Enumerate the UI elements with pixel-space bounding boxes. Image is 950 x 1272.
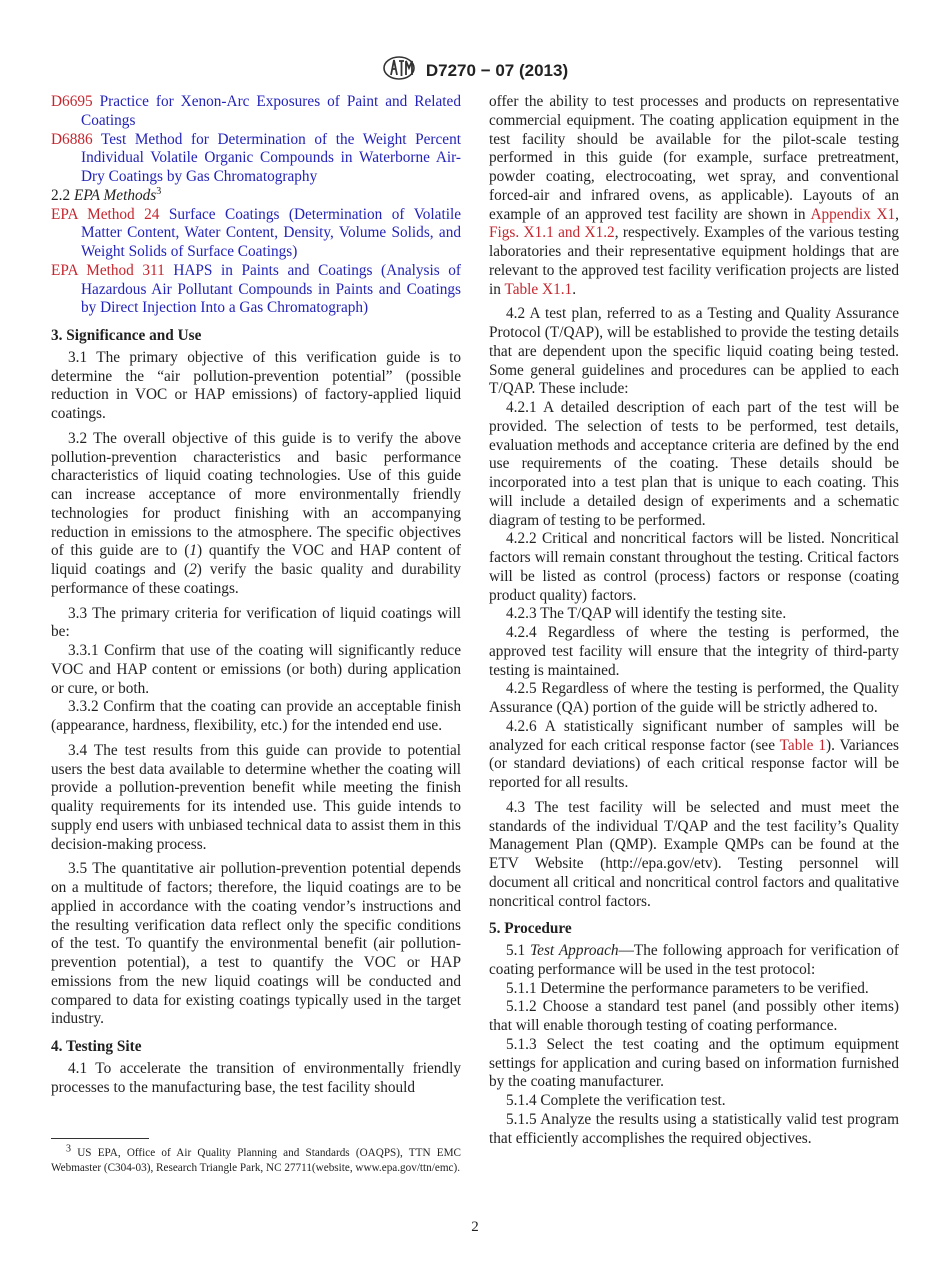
text-run: Test Approach <box>530 942 619 959</box>
reference-link[interactable]: Appendix X1 <box>810 205 896 223</box>
reference-title-link[interactable]: Practice for Xenon-Arc Exposures of Paint and Related Coatings <box>81 93 461 129</box>
right-column <box>489 93 899 1148</box>
text-run: 2.2 <box>51 186 74 204</box>
text-run: 4.3 The test facility will be selected and must meet the standards of the individual T/QAP and the test facility’s Quality Management Plan (QMP). Example QMPs can be found at the ETV Website (http://epa.gov/etv). Testing personnel will document all critical and noncritical control factors and qualitative noncritical control factors. <box>489 798 899 910</box>
text-run: 5. Procedure <box>489 920 572 938</box>
text-run: ) verify the basic quality and durability performance of these coatings. <box>51 561 462 597</box>
paragraph <box>489 530 899 605</box>
reference-link[interactable]: Table 1 <box>779 736 826 754</box>
footnote <box>51 1143 461 1175</box>
reference-link[interactable]: Table X1.1 <box>504 280 573 298</box>
reference-entry <box>51 93 461 131</box>
text-run: 5.1.1 Determine the performance parameters to be verified. <box>506 979 869 997</box>
paragraph <box>489 799 899 912</box>
left-column <box>51 93 461 1097</box>
text-run: 1 <box>189 542 197 560</box>
paragraph <box>489 718 899 793</box>
paragraph <box>489 305 899 399</box>
paragraph <box>489 942 899 980</box>
page-number: 2 <box>471 1219 479 1235</box>
paragraph <box>489 1092 899 1111</box>
reference-title-link[interactable]: HAPS in Paints and Coatings (Analysis of Hazardous Air Pollutant Compounds in Paints and Coatings by Direct Injection Into a Gas Chromatograph) <box>81 261 462 317</box>
text-run: 5.1.2 Choose a standard test panel (and possibly other items) that will enable thorough testing of coating performance. <box>489 998 899 1034</box>
text-run: 4.2.5 Regardless of where the testing is performed, the Quality Assurance (QA) portion of the guide will be strictly adhered to. <box>489 680 899 716</box>
text-run: , <box>895 205 899 223</box>
text-run: 4.2 A test plan, referred to as a Testing and Quality Assurance Protocol (T/QAP), will be established to provide the testing details that are dependent upon the specific liquid coating being tested. Some general guidelines and procedures can be applied to each T/QAP. These include: <box>489 305 899 398</box>
paragraph <box>51 1060 461 1098</box>
text-run: 4. Testing Site <box>51 1038 142 1055</box>
paragraph <box>489 624 899 680</box>
paragraph <box>51 642 461 698</box>
section-heading <box>489 920 899 939</box>
paragraph <box>51 860 461 1029</box>
paragraph <box>489 1111 899 1149</box>
text-run: ) quantify the VOC and HAP content of liquid coatings and ( <box>51 542 462 578</box>
text-run: 5.1.5 Analyze the results using a statistically valid test program that efficiently accomplishes the required objectives. <box>489 1110 899 1147</box>
paragraph <box>51 698 461 736</box>
reference-title-link[interactable]: Test Method for Determination of the Weight Percent Individual Volatile Organic Compounds in Waterborne Air-Dry Coatings by Gas Chromatography <box>81 130 461 185</box>
footnote-ref: 3 <box>156 185 162 197</box>
paragraph <box>51 349 461 424</box>
footnote-divider <box>51 1138 149 1139</box>
document-designation: D7270 − 07 (2013) <box>425 60 569 80</box>
paragraph <box>489 998 899 1036</box>
paragraph <box>489 399 899 530</box>
paragraph <box>51 742 461 855</box>
reference-link[interactable]: EPA Method 24 <box>51 205 160 223</box>
astm-logo-icon <box>382 55 416 86</box>
paragraph <box>489 605 899 624</box>
text-run: 5.1 <box>506 942 531 959</box>
text-run: 4.1 To accelerate the transition of environmentally friendly processes to the manufacturing base, the test facility should <box>51 1059 461 1096</box>
reference-link[interactable]: D6886 <box>51 130 93 148</box>
text-run: 3.3 The primary criteria for verification of liquid coatings will be: <box>51 604 461 641</box>
text-run: 3.1 The primary objective of this verification guide is to determine the “air pollution-prevention potential” (possible reduction in VOC or HAP emissions) of factory-applied liquid coatings. <box>51 348 461 422</box>
text-run: ). Variances (or standard deviations) of each critical response factor will be reported for all results. <box>489 736 900 791</box>
text-run: EPA Methods <box>73 186 157 204</box>
text-run: 2 <box>189 561 197 578</box>
reference-link[interactable]: EPA Method 311 <box>51 261 165 279</box>
text-run: 3.2 The overall objective of this guide is to verify the above pollution-prevention characteristics and basic performance characteristics of liquid coating technologies. Use of this guide can increase acceptance of more environmentally friendly technologies for product finishing with an accompanying reduction in emissions to the atmosphere. The specific objectives of this guide are to ( <box>51 429 461 560</box>
text-run: 3.5 The quantitative air pollution-prevention potential depends on a multitude of factors; therefore, the liquid coatings are to be applied in accordance with the coating vendor’s instructions and the resulting verification data reflect only the specific conditions of the test. To quantify the environmental benefit (air pollution-prevention potential), a test to quantify the VOC or HAP emissions from the new liquid coatings will be conducted and compared to data for existing coatings typically used in the target industry. <box>51 860 461 1028</box>
text-run: —The following approach for verification of coating performance will be used in the test protocol: <box>489 942 899 978</box>
page-header <box>0 55 950 86</box>
text-run: 4.2.4 Regardless of where the testing is performed, the approved test facility will ensure that the integrity of third-party testing is maintained. <box>489 624 899 679</box>
footnote-mark: 3 <box>66 1143 71 1155</box>
text-run: 4.2.1 A detailed description of each part of the test will be provided. The selection of tests to be performed, test details, evaluation methods and acceptance criteria are defined by the end use requirements of the coating. These details should be incorporated into a test plan that is unique to each coating. This will include a detailed design of experiments and a schematic diagram of testing to be performed. <box>489 399 899 529</box>
reference-link[interactable]: D6695 <box>51 93 93 110</box>
text-run: . <box>572 280 577 298</box>
paragraph <box>489 93 899 299</box>
reference-entry <box>51 262 461 318</box>
paragraph <box>51 187 461 206</box>
text-run: 5.1.4 Complete the verification test. <box>506 1092 726 1109</box>
text-run: 4.2.3 The T/QAP will identify the testing site. <box>506 605 787 623</box>
section-heading <box>51 327 461 346</box>
reference-link[interactable]: Figs. X1.1 and X1.2 <box>489 224 615 242</box>
section-heading <box>51 1038 461 1057</box>
text-run: 4.2.2 Critical and noncritical factors will be listed. Noncritical factors will remain constant throughout the testing. Critical factors will be listed as control (process) factors or response (coating product quality) factors. <box>489 530 899 604</box>
reference-title-link[interactable]: Surface Coatings (Determination of Volatile Matter Content, Water Content, Density, Volume Solids, and Weight Solids of Surface Coatings) <box>81 205 461 260</box>
paragraph <box>489 680 899 718</box>
text-run: 3.3.1 Confirm that use of the coating will significantly reduce VOC and HAP content or emissions (or both) during application or cure, or both. <box>51 642 461 697</box>
paragraph <box>489 1036 899 1092</box>
reference-entry <box>51 131 461 187</box>
text-run: 5.1.3 Select the test coating and the optimum equipment settings for application and curing based on information furnished by the coating manufacturer. <box>489 1035 899 1091</box>
text-run: 3.4 The test results from this guide can provide to potential users the best data available to determine whether the coating will provide a pollution-prevention benefit while meeting the finish quality requirements for its intended use. This guide intends to supply end users with unbiased technical data to assist them in this decision-making process. <box>51 741 461 853</box>
paragraph <box>51 430 461 599</box>
paragraph <box>489 980 899 999</box>
footnote-text: US EPA, Office of Air Quality Planning and Standards (OAQPS), TTN EMC Webmaster (C304-03), Research Triangle Park, NC 27711(website, www.epa.gov/ttn/emc). <box>51 1147 461 1174</box>
text-run: , respectively. Examples of the various testing laboratories and their representative equipment holdings that are relevant to the approved test facility verification projects are listed in <box>489 224 900 298</box>
text-run: offer the ability to test processes and products on representative commercial equipment. The coating application equipment in the test facility should be available for the pilot-scale testing performed in this guide (for example, surface pretreatment, powder coating, electrocoating, wet spray, and conventional forced-air and infrared ovens, as applicable). Layouts of an example of an approved test facility are shown in <box>489 93 899 223</box>
paragraph <box>51 605 461 643</box>
text-run: 3.3.2 Confirm that the coating can provide an acceptable finish (appearance, hardness, flexibility, etc.) for the intended end use. <box>51 698 461 734</box>
text-run: 4.2.6 A statistically significant number of samples will be analyzed for each critical response factor (see <box>489 717 899 754</box>
reference-entry <box>51 206 461 262</box>
text-run: 3. Significance and Use <box>51 327 202 344</box>
